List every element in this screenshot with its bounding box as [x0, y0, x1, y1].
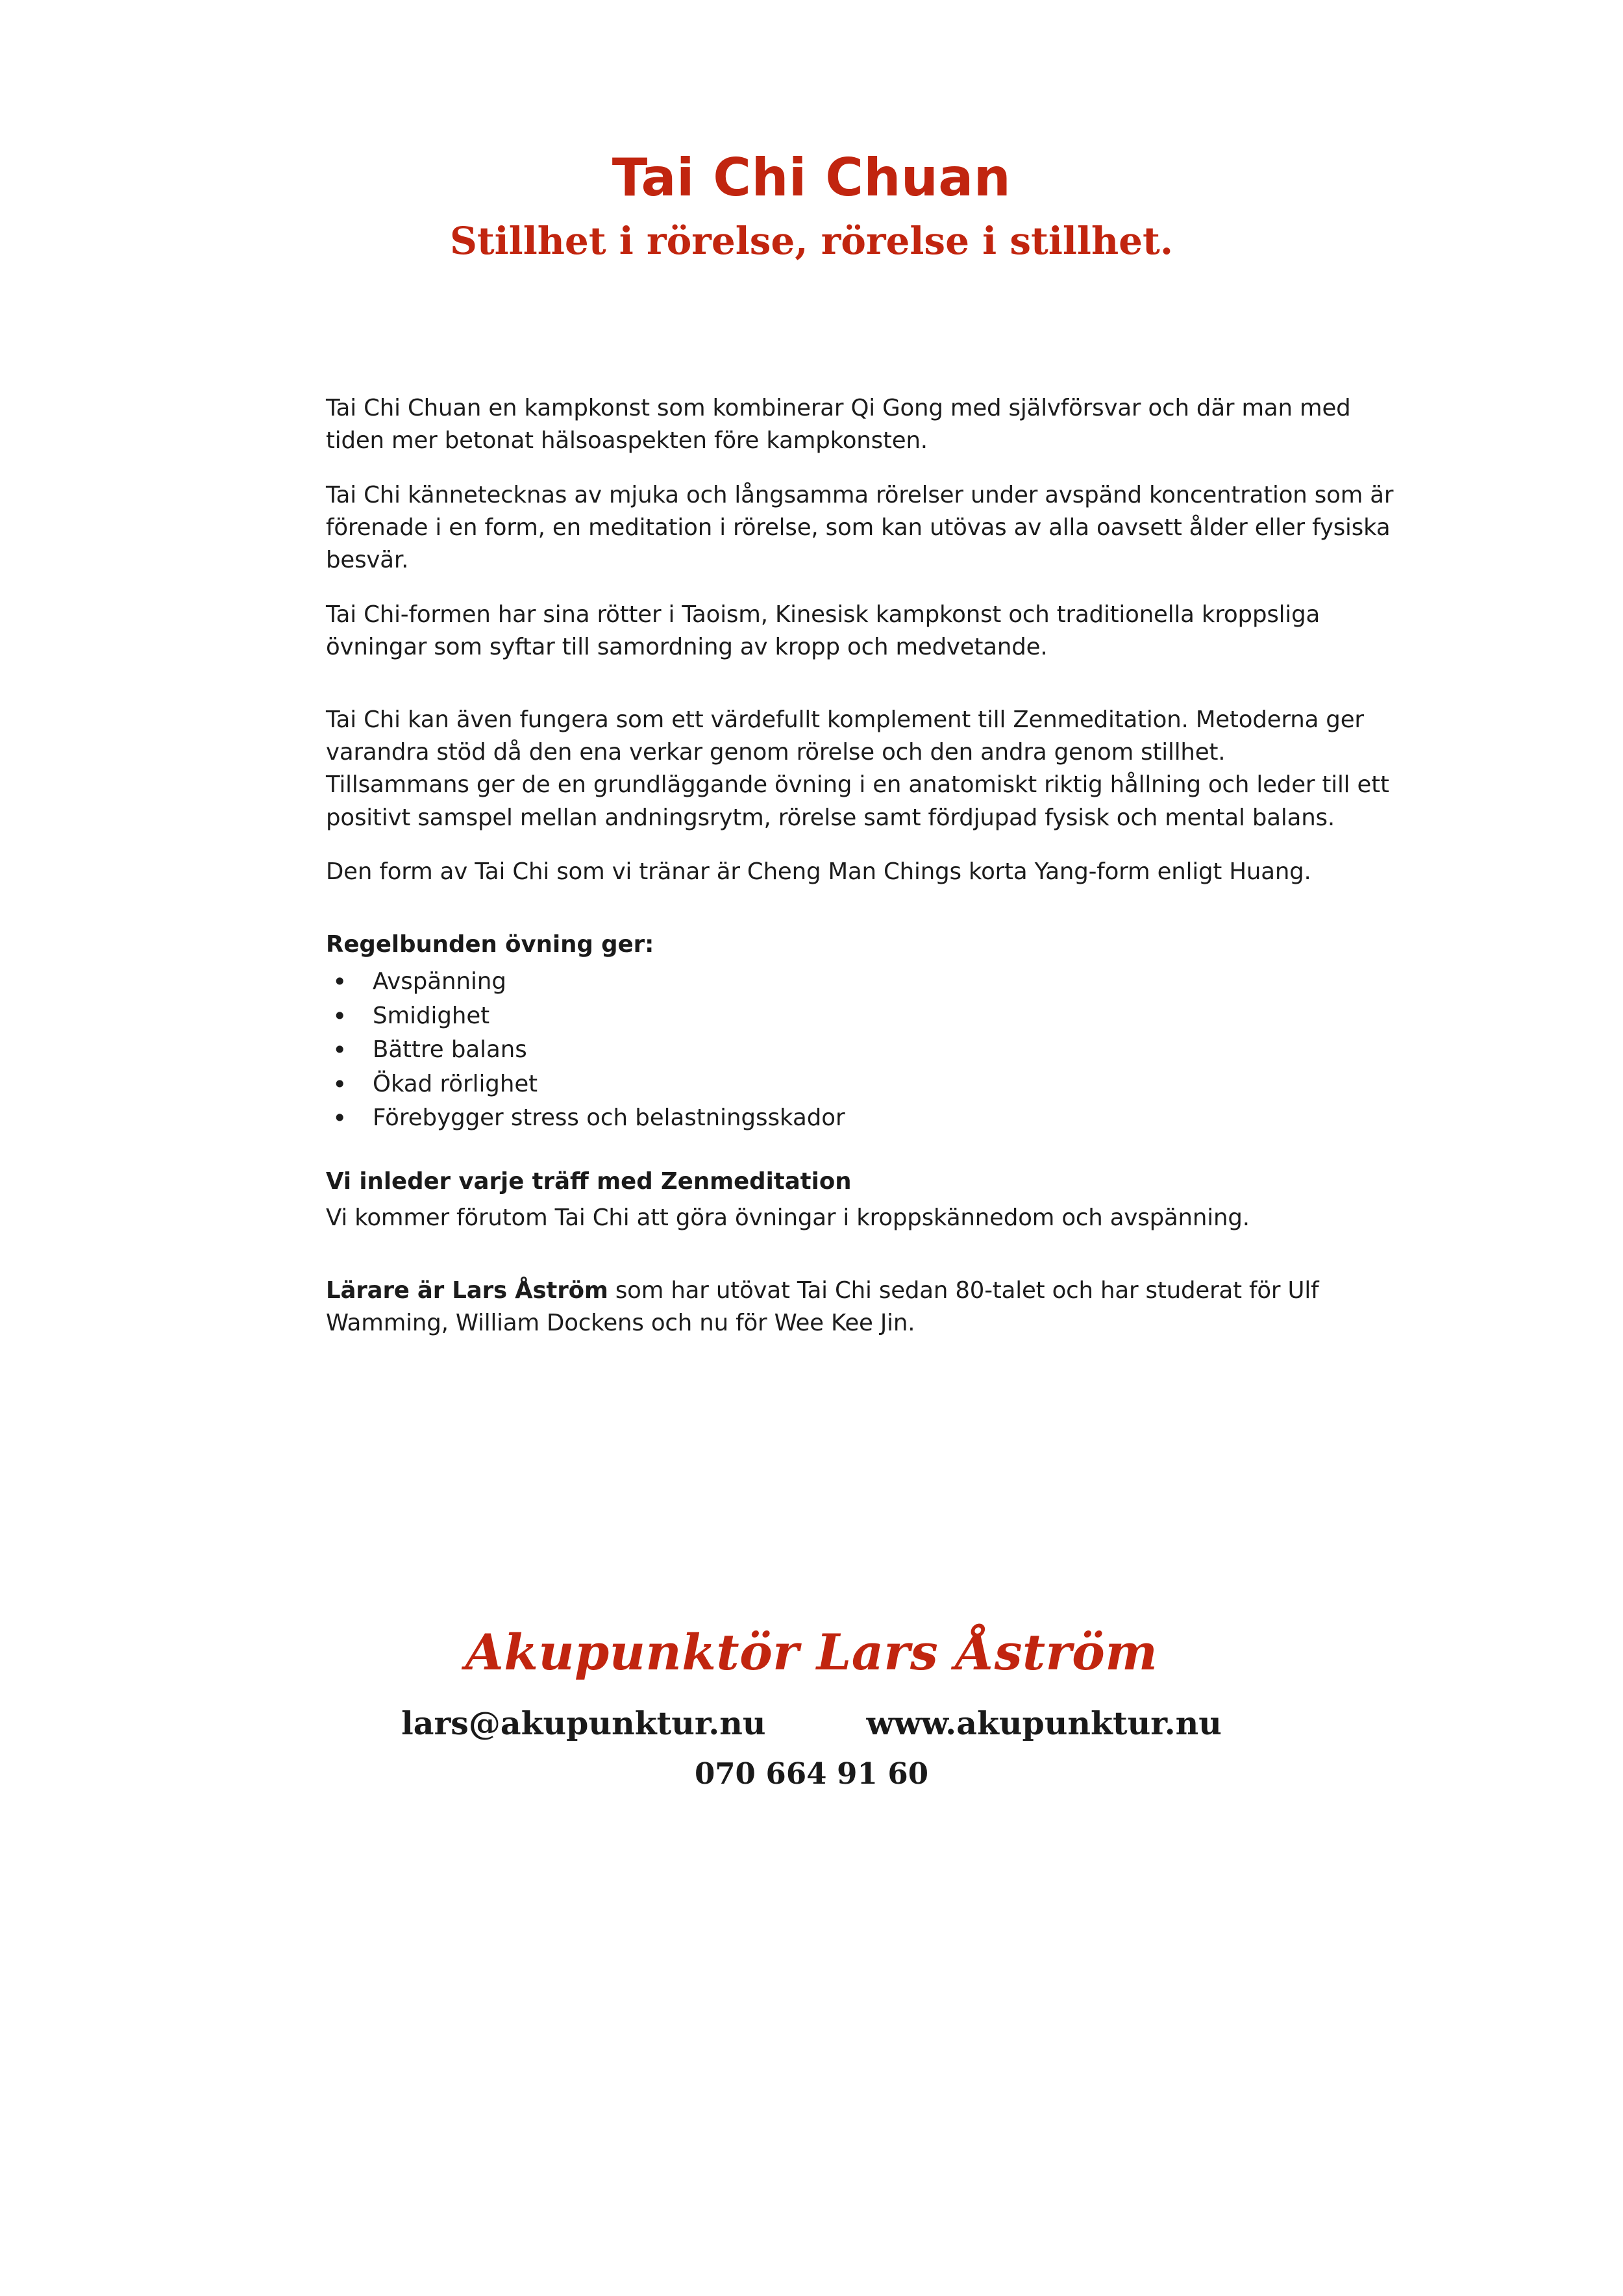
paragraph-meditation-text: Vi kommer förutom Tai Chi att göra övningar i kroppskännedom och avspänning. — [326, 1204, 1250, 1232]
spacer — [326, 1136, 1402, 1166]
paragraph-posture-balance: Tillsammans ger de en grundläggande övning i en anatomiskt riktig hållning och leder till ett positivt samspel mellan andningsrytm, rörelse samt fördjupad fysisk och mental balans. — [326, 771, 1389, 831]
email-link[interactable]: lars@akupunktur.nu — [401, 1704, 766, 1742]
list-item: • Bättre balans — [326, 1033, 1402, 1067]
spacer — [326, 686, 1402, 704]
benefits-list — [326, 965, 1402, 1136]
meditation-heading: Vi inleder varje träff med Zenmeditation — [326, 1167, 852, 1195]
spacer — [326, 1256, 1402, 1275]
list-item: • Smidighet — [326, 999, 1402, 1034]
page-subtitle: Stillhet i rörelse, rörelse i stillhet. — [449, 219, 1174, 263]
paragraph-form-style: Den form av Tai Chi som vi tränar är Cheng Man Chings korta Yang-form enligt Huang. — [326, 858, 1311, 886]
contact-row — [0, 1704, 1623, 1742]
paragraph-intro: Tai Chi Chuan en kampkonst som kombinerar Qi Gong med självförsvar och där man med tiden mer betonat hälsoaspekten före kampkonsten. — [326, 394, 1351, 455]
spacer — [326, 910, 1402, 929]
paragraph-characteristics: Tai Chi kännetecknas av mjuka och långsamma rörelser under avspänd koncentration som är förenade i en form, en meditation i rörelse, som kan utövas av alla oavsett ålder eller fysiska besvär. — [326, 481, 1394, 574]
document-footer — [0, 1623, 1623, 1791]
document-header — [0, 0, 1623, 262]
list-item: • Ökad rörlighet — [326, 1067, 1402, 1102]
brand-name: Akupunktör Lars Åström — [465, 1623, 1158, 1681]
list-item: • Avspänning — [326, 965, 1402, 999]
paragraph-roots: Tai Chi-formen har sina rötter i Taoism, Kinesisk kampkonst och traditionella kroppsliga övningar som syftar till samordning av kropp och medvetande. — [326, 601, 1320, 661]
document-body — [175, 262, 1448, 1340]
page-title: Tai Chi Chuan — [612, 147, 1011, 208]
list-item: • Förebygger stress och belastningsskador — [326, 1101, 1402, 1136]
website-link[interactable]: www.akupunktur.nu — [866, 1704, 1222, 1742]
teacher-description: som har utövat Tai Chi sedan 80-talet och har studerat för Ulf Wamming, William Dockens och nu för Wee Kee Jin. — [326, 1277, 1319, 1336]
phone-number: 070 664 91 60 — [694, 1756, 929, 1791]
paragraph-teacher — [326, 1275, 1402, 1340]
benefits-heading: Regelbunden övning ger: — [326, 930, 654, 958]
teacher-name: Lärare är Lars Åström — [326, 1277, 608, 1304]
paragraph-zenmeditation-complement: Tai Chi kan även fungera som ett värdefullt komplement till Zenmeditation. Metoderna ger varandra stöd då den ena verkar genom rörelse och den andra genom stillhet. — [326, 706, 1364, 766]
